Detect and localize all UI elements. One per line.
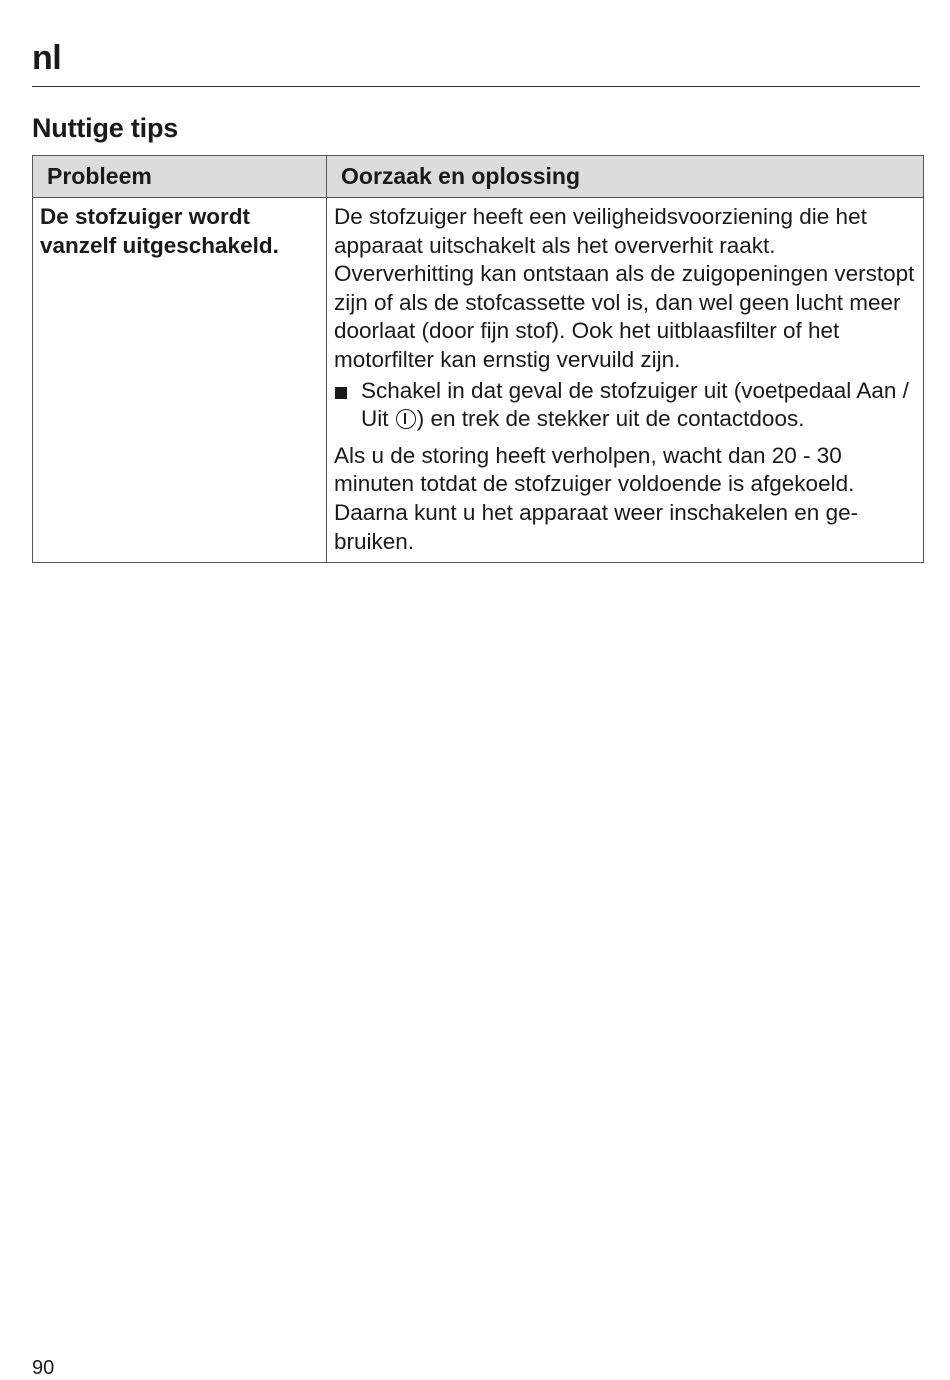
language-code: nl <box>32 39 62 77</box>
troubleshooting-table <box>32 155 924 563</box>
page-number: 90 <box>32 1357 55 1379</box>
column-header-problem: Probleem <box>33 156 327 198</box>
header-divider <box>32 86 920 87</box>
cause-solution-cell <box>327 198 924 563</box>
instruction-text-before-symbol: Schakel in dat geval de stofzuiger uit (voetpedaal Aan / Uit <box>361 377 909 432</box>
table-row <box>33 198 924 563</box>
after-fix-paragraph: Als u de storing heeft verholpen, wacht dan 20 - 30 minuten totdat de stofzuiger voldoende is afgekoeld. Daarna kunt u het apparaat weer inschakelen en gebruiken. <box>334 442 859 554</box>
column-header-cause-solution: Oorzaak en oplossing <box>327 156 924 198</box>
square-bullet-icon <box>334 377 361 434</box>
instruction-text-after-symbol: ) en trek de stekker uit de contactdoos. <box>416 406 805 432</box>
power-on-off-icon <box>396 409 416 429</box>
section-title: Nuttige tips <box>32 113 179 143</box>
instruction-list-item <box>334 377 915 434</box>
cause-paragraph: De stofzuiger heeft een veiligheidsvoorziening die het apparaat uitschakelt als het oververhit raakt. Oververhitting kan ontstaan als de zuigopeningen verstopt zijn of als de stofcassette vol is, dan wel geen lucht meer doorlaat (door fijn stof). Ook het uitblaasfilter of het motorfilter kan ernstig vervuild zijn. <box>334 204 915 372</box>
problem-cell: De stofzuiger wordt vanzelf uitgeschakeld. <box>33 198 327 563</box>
instruction-text <box>361 377 915 434</box>
table-header-row <box>33 156 924 198</box>
